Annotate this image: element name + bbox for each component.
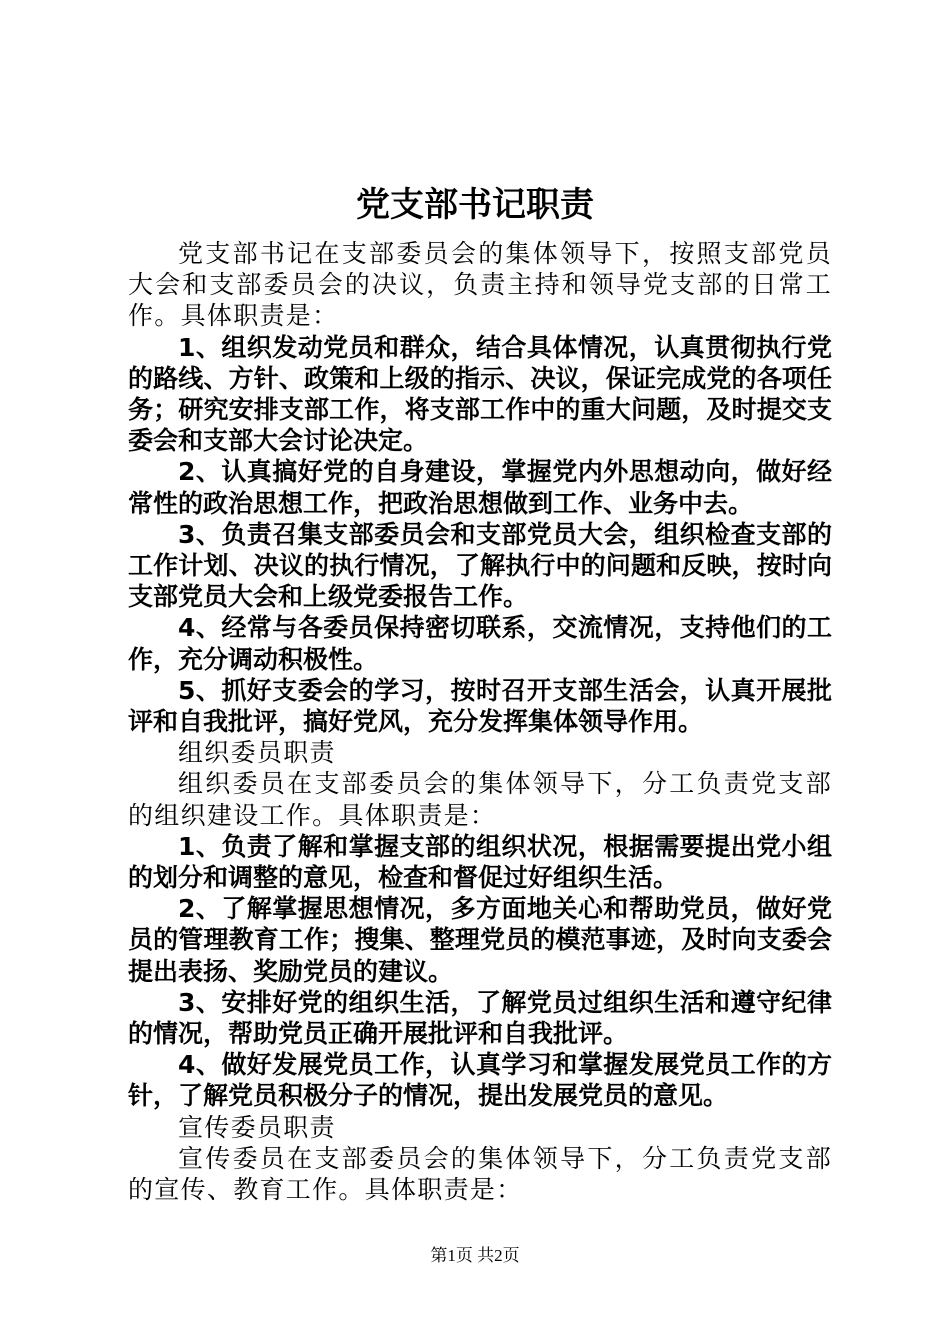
paragraph-duty-1: 1、组织发动党员和群众，结合具体情况，认真贯彻执行党的路线、方针、政策和上级的指示、决议，保证完成党的各项任务；研究安排支部工作，将支部工作中的重大问题，及时提交支委会和支部大会讨论决定。 xyxy=(128,332,832,456)
paragraph-duty-5: 5、抓好支委会的学习，按时召开支部生活会，认真开展批评和自我批评，搞好党风，充分发挥集体领导作用。 xyxy=(128,675,832,737)
paragraph-organization-duty-1: 1、负责了解和掌握支部的组织状况，根据需要提出党小组的划分和调整的意见，检查和督促过好组织生活。 xyxy=(128,831,832,893)
document-title: 党支部书记职责 xyxy=(356,185,594,225)
page-footer: 第1页 共2页 xyxy=(430,1246,520,1265)
paragraph-organization-duty-4: 4、做好发展党员工作，认真学习和掌握发展党员工作的方针，了解党员积极分子的情况，提出发展党员的意见。 xyxy=(128,1050,832,1111)
paragraph-organization-duty-2: 2、了解掌握思想情况，多方面地关心和帮助党员，做好党员的管理教育工作；搜集、整理党员的模范事迹，及时向支委会提出表扬、奖励党员的建议。 xyxy=(128,894,832,986)
paragraph-duty-2: 2、认真搞好党的自身建设，掌握党内外思想动向，做好经常性的政治思想工作，把政治思想做到工作、业务中去。 xyxy=(128,457,832,518)
paragraph-organization-duty-3: 3、安排好党的组织生活，了解党员过组织生活和遵守纪律的情况，帮助党员正确开展批评和自我批评。 xyxy=(128,987,832,1049)
paragraph-duty-4: 4、经常与各委员保持密切联系，交流情况，支持他们的工作，充分调动积极性。 xyxy=(128,613,832,674)
paragraph-duty-3: 3、负责召集支部委员会和支部党员大会，组织检查支部的工作计划、决议的执行情况，了解执行中的问题和反映，按时向支部党员大会和上级党委报告工作。 xyxy=(128,519,832,612)
paragraph-propaganda-intro: 宣传委员在支部委员会的集体领导下，分工负责党支部的宣传、教育工作。具体职责是： xyxy=(128,1143,832,1205)
section-heading-organization: 组织委员职责 xyxy=(178,738,336,768)
paragraph-intro: 党支部书记在支部委员会的集体领导下，按照支部党员大会和支部委员会的决议，负责主持和领导党支部的日常工作。具体职责是： xyxy=(128,239,832,331)
paragraph-organization-intro: 组织委员在支部委员会的集体领导下，分工负责党支部的组织建设工作。具体职责是： xyxy=(128,769,832,830)
section-heading-propaganda: 宣传委员职责 xyxy=(178,1112,336,1142)
document-body xyxy=(128,238,832,1205)
